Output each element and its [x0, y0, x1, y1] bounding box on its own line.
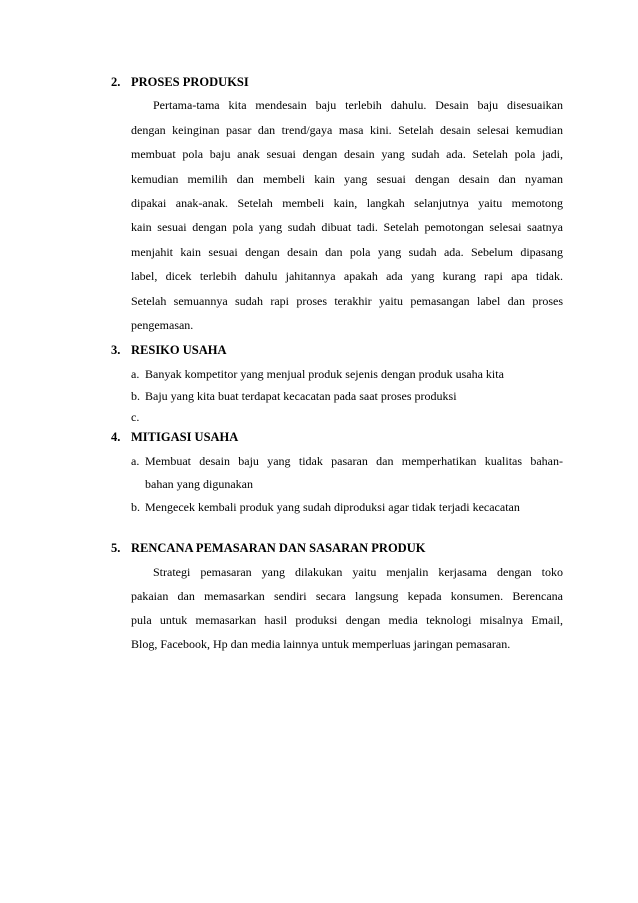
section-title: RESIKO USAHA: [131, 343, 227, 357]
paragraph-line: Strategi pemasaran yang dilakukan yaitu menjalin kerjasama dengan toko: [153, 565, 563, 579]
list-item: [131, 410, 145, 425]
paragraph-line: Pertama-tama kita mendesain baju terlebih dahulu. Desain baju disesuaikan: [153, 98, 563, 112]
list-item: [131, 454, 563, 469]
paragraph-line: dengan keinginan pasar dan trend/gaya masa kini. Setelah desain selesai kemudian: [131, 123, 563, 137]
section-heading-mitigasi-usaha: [111, 430, 238, 445]
paragraph-line: membuat pola baju anak sesuai dengan desain yang sudah ada. Setelah pola jadi,: [131, 147, 563, 161]
list-item: [131, 367, 504, 382]
paragraph-line: dipakai anak-anak. Setelah membeli kain, langkah selanjutnya yaitu memotong: [131, 196, 563, 210]
paragraph-line: pakaian dan memasarkan sendiri secara langsung kepada konsumen. Berencana: [131, 589, 563, 603]
paragraph-line: kain sesuai dengan pola yang sudah dibuat tadi. Setelah pemotongan selesai saatnya: [131, 220, 563, 234]
section-number: 4.: [111, 430, 121, 444]
paragraph-line: Setelah semuannya sudah rapi proses terakhir yaitu pemasangan label dan proses: [131, 294, 563, 308]
list-item-text: Baju yang kita buat terdapat kecacatan pada saat proses produksi: [145, 389, 457, 403]
section-title: RENCANA PEMASARAN DAN SASARAN PRODUK: [131, 541, 426, 555]
section-number: 5.: [111, 541, 121, 555]
paragraph-line: Blog, Facebook, Hp dan media lainnya untuk memperluas jaringan pemasaran.: [131, 637, 511, 651]
section-title: PROSES PRODUKSI: [131, 75, 249, 89]
paragraph-line: kemudian memilih dan membeli kain yang sesuai dengan desain dan nyaman: [131, 172, 563, 186]
list-item: [131, 389, 457, 404]
section-heading-proses-produksi: [111, 75, 249, 90]
list-marker: b.: [131, 500, 140, 514]
paragraph-line: pula untuk memasarkan hasil produksi dengan media teknologi misalnya Email,: [131, 613, 563, 627]
list-marker: c.: [131, 410, 140, 424]
section-number: 3.: [111, 343, 121, 357]
section-number: 2.: [111, 75, 121, 89]
section-heading-rencana-pemasaran: [111, 541, 425, 556]
list-marker: a.: [131, 367, 140, 381]
list-item-text: Mengecek kembali produk yang sudah diproduksi agar tidak terjadi kecacatan: [145, 500, 520, 514]
list-item-continuation: bahan yang digunakan: [145, 477, 253, 491]
list-marker: a.: [131, 454, 140, 468]
list-marker: b.: [131, 389, 140, 403]
section-title: MITIGASI USAHA: [131, 430, 239, 444]
list-item-text: Banyak kompetitor yang menjual produk sejenis dengan produk usaha kita: [145, 367, 504, 381]
section-heading-resiko-usaha: [111, 343, 227, 358]
paragraph-line: label, dicek terlebih dahulu jahitannya apakah ada yang kurang rapi apa tidak.: [131, 269, 563, 283]
list-item-text: Membuat desain baju yang tidak pasaran dan memperhatikan kualitas bahan-: [145, 454, 563, 468]
paragraph-line: menjahit kain sesuai dengan desain dan pola yang sudah ada. Sebelum dipasang: [131, 245, 563, 259]
list-item: [131, 500, 520, 515]
paragraph-line: pengemasan.: [131, 318, 194, 332]
